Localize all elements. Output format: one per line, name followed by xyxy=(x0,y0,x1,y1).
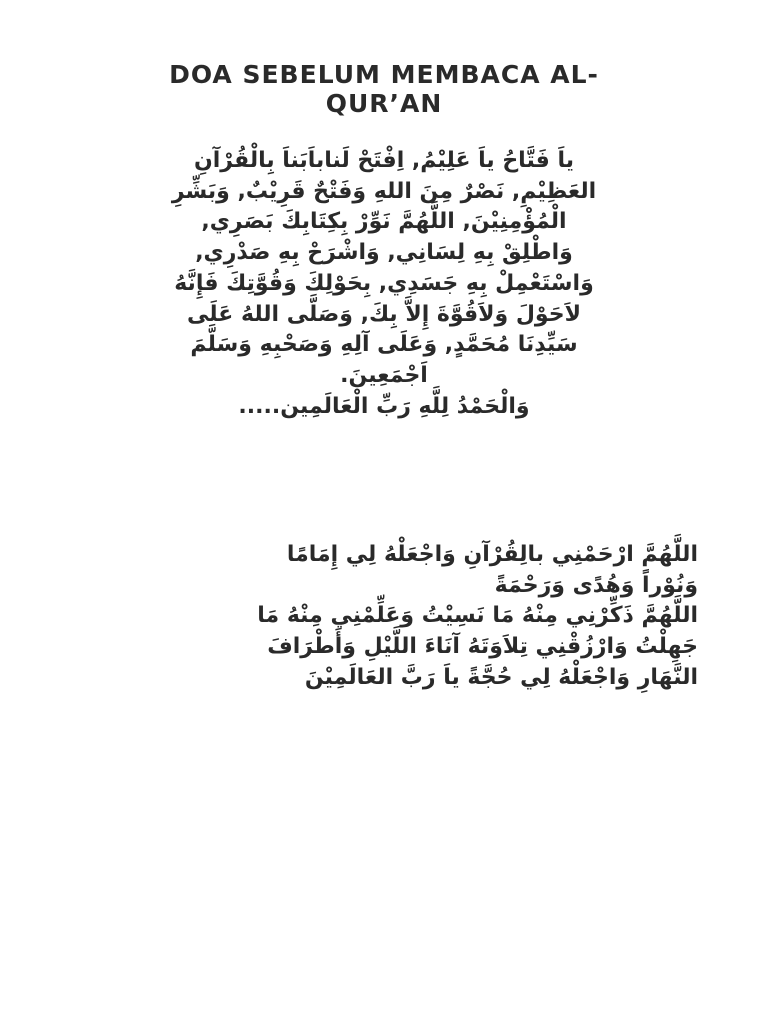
prayer-line: النَّهَارِ وَاجْعَلْهُ لِي حُجَّةً ياَ رَبَّ العَالَمِيْنَ xyxy=(304,664,698,690)
page-title xyxy=(84,60,684,118)
prayer-line: اللَّهُمَّ ذَكِّرْنِي مِنْهُ مَا نَسِيْتُ وَعَلِّمْنِي مِنْهُ مَا xyxy=(257,603,698,629)
prayer-line: وَاطْلِقْ بِهِ لِسَانِي, وَاشْرَحْ بِهِ صَدْرِي, xyxy=(195,240,573,266)
prayer-line: جَهِلْتُ وَارْزُقْنِي تِلاَوَتَهُ آنَاءَ اللَّيْلِ وَأَطْرَافَ xyxy=(267,634,698,660)
title-line: DOA SEBELUM MEMBACA AL- xyxy=(169,60,599,89)
prayer-line: وَالْحَمْدُ لِلَّهِ رَبِّ الْعَالَمِين..... xyxy=(238,393,530,419)
prayer-line: الْمُؤْمِنِيْنَ, اللَّهُمَّ نَوِّرْ بِكِتَابِكَ بَصَرِي, xyxy=(201,209,567,235)
prayer-line: اللَّهُمَّ ارْحَمْنِي بالِقُرْآنِ وَاجْعَلْهُ لِي إِمَامًا xyxy=(286,542,698,567)
prayer-line: العَظِيْمِ, نَصْرٌ مِنَ اللهِ وَفَتْحٌ قَرِيْبٌ, وَبَشِّرِ xyxy=(171,178,597,204)
prayer-after-reading xyxy=(70,540,698,694)
prayer-line: وَنُوْراً وَهُدًى وَرَحْمَةً xyxy=(494,572,698,598)
prayer-before-reading xyxy=(64,146,704,422)
prayer-line: سَيِّدِنَا مُحَمَّدٍ, وَعَلَى آلِهِ وَصَحْبِهِ وَسَلَّمَ xyxy=(190,332,578,358)
title-line: QUR’AN xyxy=(325,89,443,118)
prayer-line: ياَ فَتَّاحُ ياَ عَلِيْمُ, اِفْتَحْ لَناباَبَناَ بِالْقُرْآنِ xyxy=(193,148,575,173)
prayer-line: وَاسْتَعْمِلْ بِهِ جَسَدِي, بِحَوْلِكَ وَقُوَّتِكَ فَإِنَّهُ xyxy=(174,270,594,296)
prayer-line: لاَحَوْلَ وَلاَقُوَّةَ إِلاَّ بِكَ, وَصَلَّى اللهُ عَلَى xyxy=(187,301,581,327)
prayer-line: اَجْمَعِينَ. xyxy=(340,362,428,388)
